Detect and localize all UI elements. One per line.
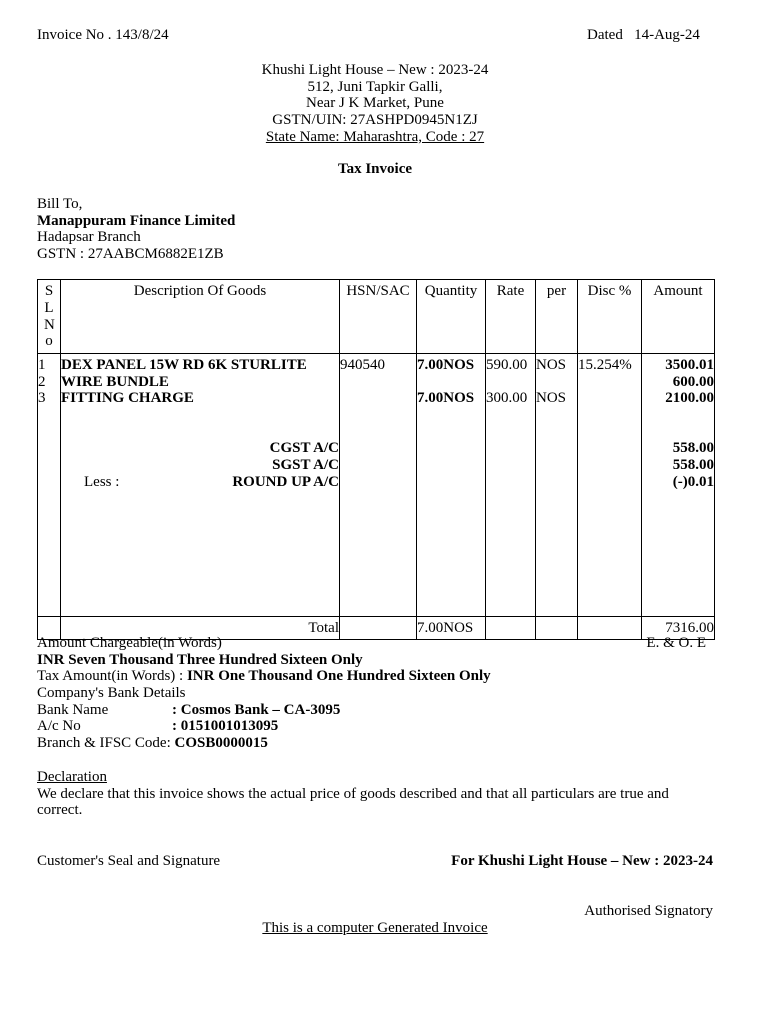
sl-column xyxy=(38,354,61,617)
header-quantity: Quantity xyxy=(417,280,486,354)
company-address-line2: Near J K Market, Pune xyxy=(306,95,444,112)
sgst-label: SGST A/C xyxy=(272,457,339,474)
eoe-note: E. & O. E xyxy=(646,635,706,651)
item-description: FITTING CHARGE xyxy=(61,390,194,407)
header-per: per xyxy=(536,280,578,354)
bank-details-heading: Company's Bank Details xyxy=(37,685,186,702)
amount-in-words: INR Seven Thousand Three Hundred Sixteen Only xyxy=(37,651,363,668)
disc-column xyxy=(578,354,642,617)
header-disc: Disc % xyxy=(578,280,642,354)
description-column xyxy=(61,354,340,617)
bank-name-row xyxy=(37,702,714,719)
amount-column xyxy=(642,354,715,617)
item-amount: 3500.01 xyxy=(665,357,714,373)
customer-name: Manappuram Finance Limited xyxy=(37,212,236,229)
item-description: WIRE BUNDLE xyxy=(61,373,169,390)
table-header-row xyxy=(38,280,715,354)
item-amount: 2100.00 xyxy=(665,390,714,407)
header-description: Description Of Goods xyxy=(61,280,340,354)
round-up-line xyxy=(61,474,339,491)
less-label: Less : xyxy=(84,473,120,490)
company-details xyxy=(175,62,575,146)
item-rate xyxy=(486,374,535,391)
cgst-label: CGST A/C xyxy=(269,440,339,457)
item-sl: 3 xyxy=(38,390,46,407)
company-gstn: GSTN/UIN: 27ASHPD0945N1ZJ xyxy=(272,112,478,129)
item-sl: 1 xyxy=(38,357,46,373)
header-sl: SLNo xyxy=(38,280,61,354)
round-up-label: ROUND UP A/C xyxy=(232,473,339,490)
tax-amount-in-words: INR One Thousand One Hundred Sixteen Only xyxy=(186,668,491,685)
bill-to-block xyxy=(37,196,235,263)
item-amount: 600.00 xyxy=(672,373,714,390)
cgst-amount: 558.00 xyxy=(672,440,714,457)
bill-to-label: Bill To, xyxy=(37,196,83,212)
authorised-signatory: Authorised Signatory xyxy=(584,903,713,919)
account-number-label: A/c No xyxy=(37,718,81,735)
ifsc-value: COSB0000015 xyxy=(174,735,268,752)
dated-value: 14-Aug-24 xyxy=(634,27,700,43)
amount-words-label: Amount Chargeable(in Words) xyxy=(37,635,222,651)
item-hsn: 940540 xyxy=(340,357,385,373)
item-per: NOS xyxy=(536,357,567,373)
header-hsn: HSN/SAC xyxy=(340,280,417,354)
amount-and-bank-block xyxy=(37,635,714,752)
item-sl: 2 xyxy=(38,373,46,390)
customer-branch: Hadapsar Branch xyxy=(37,229,141,246)
tax-amount-label: Tax Amount(in Words) : xyxy=(37,668,184,685)
company-signature-label: For Khushi Light House – New : 2023-24 xyxy=(451,853,713,869)
item-quantity: 7.00NOS xyxy=(417,390,475,407)
bank-name-label: Bank Name xyxy=(37,701,109,718)
ifsc-label: Branch & IFSC Code: xyxy=(37,735,171,752)
dated-label: Dated xyxy=(587,27,623,43)
table-body-row xyxy=(38,354,715,617)
company-state: State Name: Maharashtra, Code : 27 xyxy=(265,128,485,145)
item-description: DEX PANEL 15W RD 6K STURLITE xyxy=(61,357,307,373)
amount-words-label-row xyxy=(37,635,714,652)
item-disc: 15.254% xyxy=(578,357,632,373)
document-title: Tax Invoice xyxy=(337,161,413,177)
invoice-number: Invoice No . 143/8/24 xyxy=(37,27,169,43)
customer-gstn: GSTN : 27AABCM6882E1ZB xyxy=(37,246,224,263)
bank-name-value: : Cosmos Bank – CA-3095 xyxy=(172,701,341,718)
items-table xyxy=(37,279,715,640)
customer-signature-label: Customer's Seal and Signature xyxy=(37,853,221,869)
per-column xyxy=(536,354,578,617)
company-address-line1: 512, Juni Tapkir Galli, xyxy=(307,78,443,95)
item-quantity: 7.00NOS xyxy=(417,357,475,373)
footer-note: This is a computer Generated Invoice xyxy=(262,920,488,936)
ifsc-row xyxy=(37,735,714,752)
total-amount: 7316.00 xyxy=(642,617,715,640)
hsn-column xyxy=(340,354,417,617)
total-label: Total xyxy=(61,617,340,640)
header-rate: Rate xyxy=(486,280,536,354)
total-quantity: 7.00NOS xyxy=(417,617,486,640)
header-amount: Amount xyxy=(642,280,715,354)
sgst-amount: 558.00 xyxy=(672,457,714,474)
account-number-value: : 0151001013095 xyxy=(172,718,279,735)
round-up-amount: (-)0.01 xyxy=(672,473,714,490)
item-rate: 300.00 xyxy=(486,390,528,407)
item-per xyxy=(536,374,577,391)
item-quantity xyxy=(417,374,485,391)
invoice-date xyxy=(587,27,700,44)
declaration-heading: Declaration xyxy=(37,769,107,785)
declaration-block xyxy=(37,769,714,819)
declaration-text: We declare that this invoice shows the actual price of goods described and that all particulars are true and correct. xyxy=(37,785,669,819)
tax-amount-words-row xyxy=(37,668,714,685)
quantity-column xyxy=(417,354,486,617)
rate-column xyxy=(486,354,536,617)
item-rate: 590.00 xyxy=(486,357,528,373)
item-per: NOS xyxy=(536,390,567,407)
account-number-row xyxy=(37,718,714,735)
company-name: Khushi Light House – New : 2023-24 xyxy=(261,62,489,78)
